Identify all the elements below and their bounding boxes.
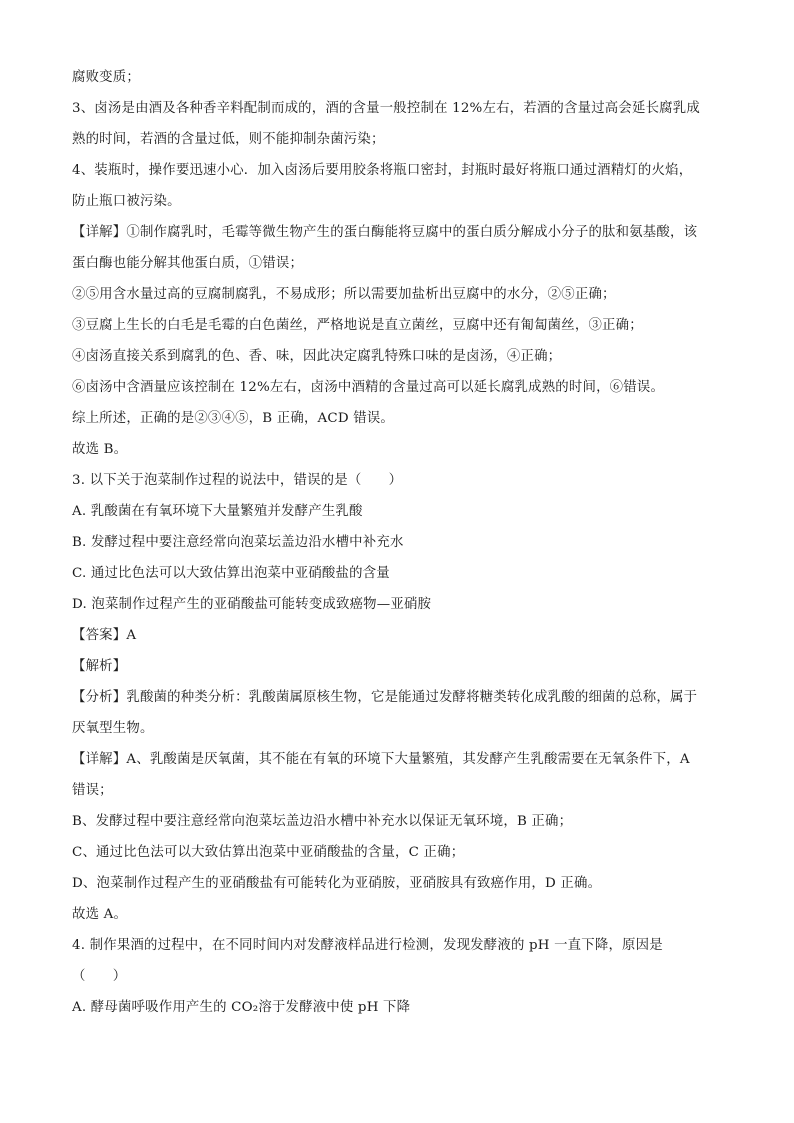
option-b: B. 发酵过程中要注意经常向泡菜坛盖边沿水槽中补充水 (72, 535, 404, 550)
text-line: 腐败变质； (72, 70, 140, 85)
text-line: 熟的时间，若酒的含量过低，则不能抑制杂菌污染； (72, 132, 385, 147)
text-line: 【详解】①制作腐乳时，毛霉等微生物产生的蛋白酶能将豆腐中的蛋白质分解成小分子的肽和氨基酸，该 (72, 225, 698, 240)
option-a: A. 乳酸菌在有氧环境下大量繁殖并发酵产生乳酸 (72, 504, 363, 519)
text-line: ④卤汤直接关系到腐乳的色、香、味，因此决定腐乳特殊口味的是卤汤，④正确； (72, 349, 562, 364)
option-d: D. 泡菜制作过程产生的亚硝酸盐可能转变成致癌物—亚硝胺 (72, 597, 432, 612)
text-line: C、通过比色法可以大致估算出泡菜中亚硝酸盐的含量，C 正确； (72, 845, 465, 860)
text-line: 4、装瓶时，操作要迅速小心．加入卤汤后要用胶条将瓶口密封，封瓶时最好将瓶口通过酒精灯的火焰， (72, 163, 693, 178)
answer-line: 【答案】A (72, 628, 137, 643)
text-line: 综上所述，正确的是②③④⑤，B 正确，ACD 错误。 (72, 411, 395, 426)
text-line: 故选 A。 (72, 907, 128, 922)
text-line: 故选 B。 (72, 442, 128, 457)
text-line: ②⑤用含水量过高的豆腐制腐乳，不易成形；所以需要加盐析出豆腐中的水分，②⑤正确； (72, 287, 616, 302)
analysis-heading: 【解析】 (72, 659, 127, 674)
text-line: 3、卤汤是由酒及各种香辛料配制而成的，酒的含量一般控制在 12%左右，若酒的含量过高会延长腐乳成 (72, 101, 700, 116)
text-line: D、泡菜制作过程产生的亚硝酸盐有可能转化为亚硝胺，亚硝胺具有致癌作用，D 正确。 (72, 876, 602, 891)
question-blank: （ ） (72, 969, 127, 984)
text-line: 防止瓶口被污染。 (72, 194, 181, 209)
question-stem: 4. 制作果酒的过程中，在不同时间内对发酵液样品进行检测，发现发酵液的 pH 一直下降，原因是 (72, 938, 663, 953)
text-line: B、发酵过程中要注意经常向泡菜坛盖边沿水槽中补充水以保证无氧环境，B 正确； (72, 814, 573, 829)
text-line: 错误； (72, 783, 113, 798)
text-line: 厌氧型生物。 (72, 721, 154, 736)
option-a: A. 酵母菌呼吸作用产生的 CO₂溶于发酵液中使 pH 下降 (72, 1000, 411, 1015)
text-line: ⑥卤汤中含酒量应该控制在 12%左右，卤汤中酒精的含量过高可以延长腐乳成熟的时间，⑥错误。 (72, 380, 665, 395)
text-line: 【详解】A、乳酸菌是厌氧菌，其不能在有氧的环境下大量繁殖，其发酵产生乳酸需要在无氧条件下，A (72, 752, 690, 767)
option-c: C. 通过比色法可以大致估算出泡菜中亚硝酸盐的含量 (72, 566, 390, 581)
text-line: 蛋白酶也能分解其他蛋白质，①错误； (72, 256, 304, 271)
text-line: 【分析】乳酸菌的种类分析：乳酸菌属原核生物，它是能通过发酵将糖类转化成乳酸的细菌的总称，属于 (72, 690, 698, 705)
text-line: ③豆腐上生长的白毛是毛霉的白色菌丝，严格地说是直立菌丝，豆腐中还有匍匐菌丝，③正确； (72, 318, 643, 333)
document-page (72, 62, 724, 1023)
question-stem: 3. 以下关于泡菜制作过程的说法中，错误的是（ ） (72, 473, 403, 488)
